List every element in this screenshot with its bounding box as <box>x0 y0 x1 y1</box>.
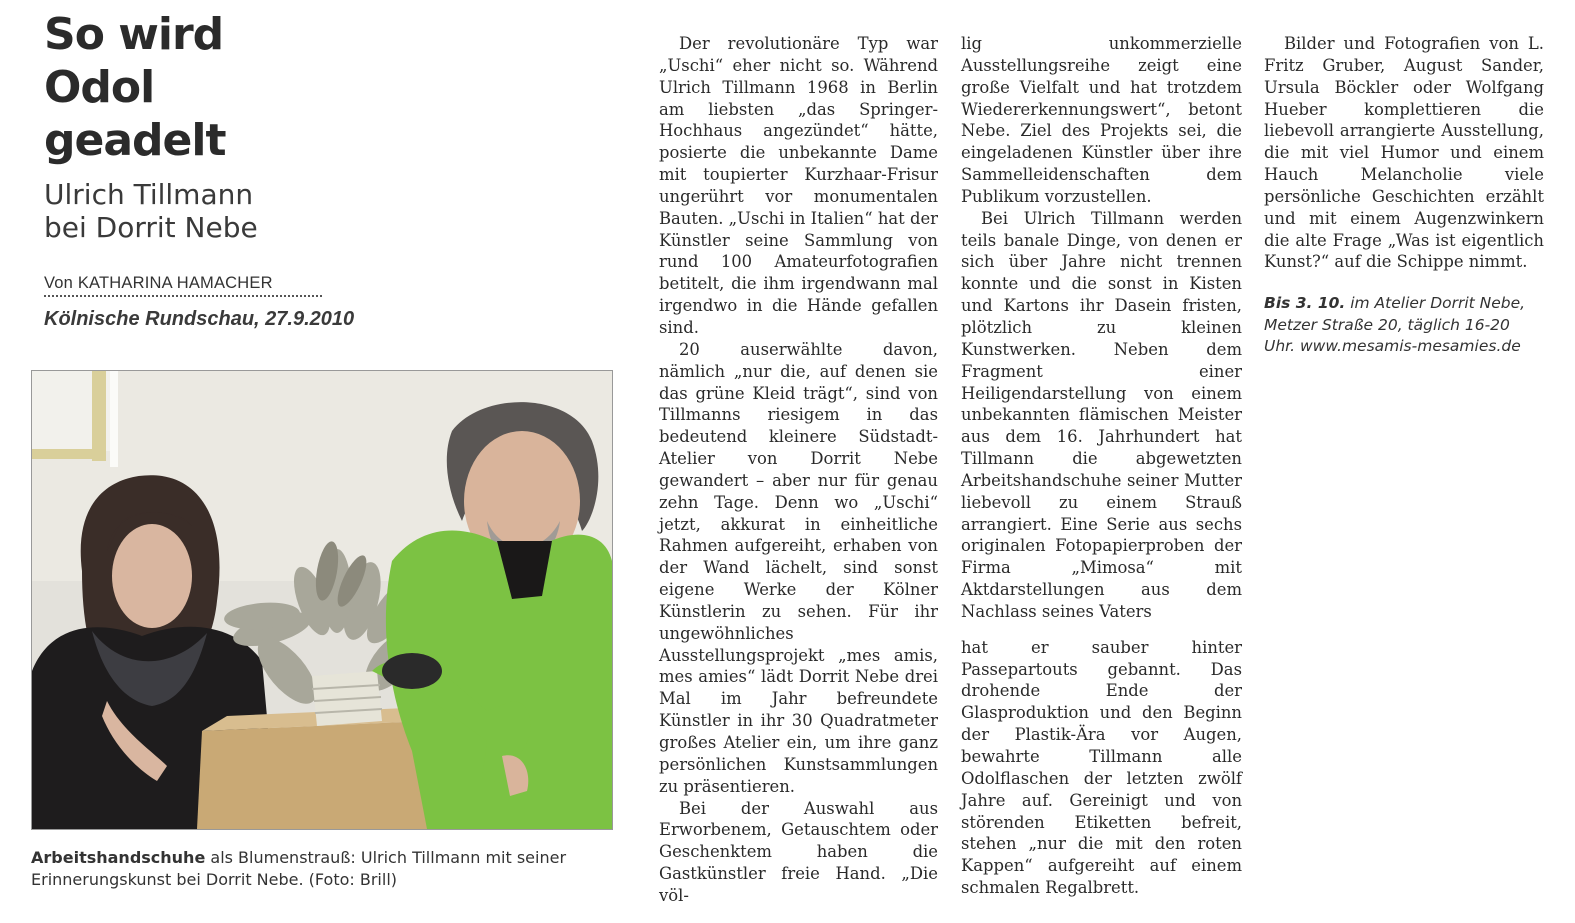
byline: Von KATHARINA HAMACHER <box>44 274 322 297</box>
article-column-2 <box>961 33 1242 899</box>
headline-line: geadelt <box>44 115 226 166</box>
caption-lead: Arbeitshandschuhe <box>31 848 206 867</box>
headline-line: So wird <box>44 9 224 60</box>
article-photo <box>31 370 613 830</box>
article-paragraph: 20 auserwählte davon, nämlich „nur die, auf denen sie das grüne Kleid trägt“, sind von Tillmanns riesigem in das bedeutend kleinere Südstadt-Atelier von Dorrit Nebe gewandert – aber nur für genau zehn Tage. Denn wo „Uschi“ jetzt, akkurat in einheitliche Rahmen aufgereiht, erhaben von der Wand lächelt, sind sonst eigene Werke der Kölner Künstlerin zu sehen. Für ihr ungewöhnliches Ausstellungsprojekt „mes amis, mes amies“ lädt Dorrit Nebe drei Mal im Jahr befreundete Künstler in ihr 30 Quadratmeter großes Atelier ein, um ihre ganz persönlichen Kunstsammlungen zu präsentieren. <box>659 339 938 796</box>
article-column-3 <box>1264 33 1544 358</box>
subheadline-line: bei Dorrit Nebe <box>44 211 258 244</box>
publication-source: Kölnische Rundschau, 27.9.2010 <box>44 308 355 330</box>
article-column-1 <box>659 33 938 907</box>
exhibition-date: Bis 3. 10. <box>1264 294 1346 313</box>
article-paragraph: lig unkommerzielle Ausstellungsreihe zeigt eine große Vielfalt und hat trotzdem Wiedererkennungswert“, betont Nebe. Ziel des Projekts sei, die eingeladenen Künstler über ihre Sammelleidenschaften dem Publikum vorzustellen. <box>961 34 1242 206</box>
caption-text: als Blumenstrauß: Ulrich Tillmann mit seiner Erinnerungskunst bei Dorrit Nebe. (Foto: Brill) <box>31 848 567 889</box>
article-paragraph: hat er sauber hinter Passepartouts gebannt. Das drohende Ende der Glasproduktion und den Beginn der Plastik-Ära vor Augen, bewahrte Tillmann alle Odolflaschen der letzten zwölf Jahre auf. Gereinigt und von störenden Etiketten befreit, stehen „nur die mit den roten Kappen“ aufgereiht auf einem schmalen Regalbrett. <box>961 637 1242 898</box>
exhibition-info <box>1264 293 1544 358</box>
article-paragraph: Bei Ulrich Tillmann werden teils banale Dinge, von denen er sich über Jahre nicht trennen konnte und die sonst in Kisten und Kartons ihr Dasein fristen, plötzlich zu kleinen Kunstwerken. Neben dem Fragment einer Heiligendarstellung von einem unbekannten flämischen Meister aus dem 16. Jahrhundert hat Tillmann die abgewetzten Arbeitshandschuhe seiner Mutter liebevoll zu einem Strauß arrangiert. Eine Serie aus sechs originalen Fotopapierproben der Firma „Mimosa“ mit Aktdarstellungen aus dem Nachlass seines Vaters <box>961 208 1242 621</box>
photo-caption <box>31 847 621 891</box>
article-paragraph: Bei der Auswahl aus Erworbenem, Getauschtem oder Geschenktem haben die Gastkünstler freie Hand. „Die völ- <box>659 798 938 905</box>
article-paragraph: Der revolutionäre Typ war „Uschi“ eher nicht so. Während Ulrich Tillmann 1968 in Berlin am liebsten „das Springer-Hochhaus angezündet“ hätte, posierte die unbekannte Dame mit toupierter Kurzhaar-Frisur ungerührt vor monumentalen Bauten. „Uschi in Italien“ hat der Künstler seine Sammlung von rund 100 Amateurfotografien betitelt, die ihm irgendwann mal irgendwo in die Hände gefallen sind. <box>659 34 938 337</box>
exhibition-details: im Atelier Dorrit Nebe, Metzer Straße 20, täglich 16-20 Uhr. www.mesamis-mesamies.de <box>1264 294 1526 356</box>
photo-illustration <box>32 371 612 829</box>
headline <box>44 8 344 167</box>
article-paragraph: Bilder und Fotografien von L. Fritz Gruber, August Sander, Ursula Böckler oder Wolfgang Hueber komplettieren die liebevoll arrangierte Ausstellung, die mit viel Humor und einem Hauch Melancholie viele persönliche Geschichten erzählt und mit einem Augenzwinkern die alte Frage „Was ist eigentlich Kunst?“ auf die Schippe nimmt. <box>1264 34 1544 272</box>
subheadline <box>44 178 424 244</box>
headline-line: Odol <box>44 62 155 113</box>
subheadline-line: Ulrich Tillmann <box>44 178 254 211</box>
column-gap <box>961 623 1242 637</box>
